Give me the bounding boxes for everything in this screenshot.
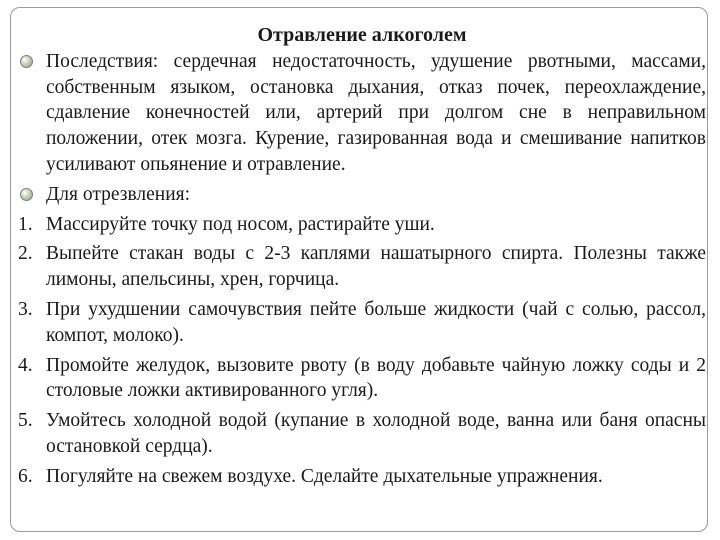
list-item [18, 464, 706, 490]
slide-content [18, 23, 706, 494]
list-item-text: Погуляйте на свежем воздухе. Сделайте дыхательные упражнения. [46, 465, 603, 487]
list-item-number: 3. [18, 298, 33, 320]
list-item-number: 6. [18, 465, 33, 487]
list-item [18, 297, 706, 349]
list-item [18, 241, 706, 293]
sphere-bullet-icon [20, 55, 33, 68]
list-item-text: Промойте желудок, вызовите рвоту (в воду добавьте чайную ложку соды и 2 столовые ложки активированного угля). [46, 354, 706, 402]
list-item-number: 1. [18, 213, 33, 235]
list-item [18, 408, 706, 460]
list-item-text: Умойтесь холодной водой (купание в холодной воде, ванна или баня опасны остановкой сердца). [46, 410, 706, 457]
bullet-consequences-text: Последствия: сердечная недостаточность, удушение рвотными, массами, собственным языком, остановка дыхания, отказ почек, переохлаждение, сдавление конечностей или, артерий при долгом сне в неправильном положении, отек мозга. Курение, газированная вода и смешивание напитков усиливают опьянение и отравление. [46, 50, 706, 175]
list-item [18, 212, 706, 238]
list-item [18, 353, 706, 405]
list-item-number: 5. [18, 410, 33, 432]
list-item-text: При ухудшении самочувствия пейте больше жидкости (чай с солью, рассол, компот, молоко). [46, 298, 706, 346]
bullet-sobering-text: Для отрезвления: [46, 183, 191, 205]
list-item-text: Массируйте точку под носом, растирайте уши. [46, 213, 435, 235]
bullet-consequences [18, 49, 706, 178]
slide-title: Отравление алкоголем [257, 24, 467, 46]
list-item-text: Выпейте стакан воды с 2-3 каплями нашатырного спирта. Полезны также лимоны, апельсины, хрен, горчица. [46, 243, 706, 291]
sphere-bullet-icon [20, 188, 33, 201]
list-item-number: 4. [18, 354, 33, 376]
list-item-number: 2. [18, 243, 33, 265]
bullet-sobering [18, 182, 706, 208]
